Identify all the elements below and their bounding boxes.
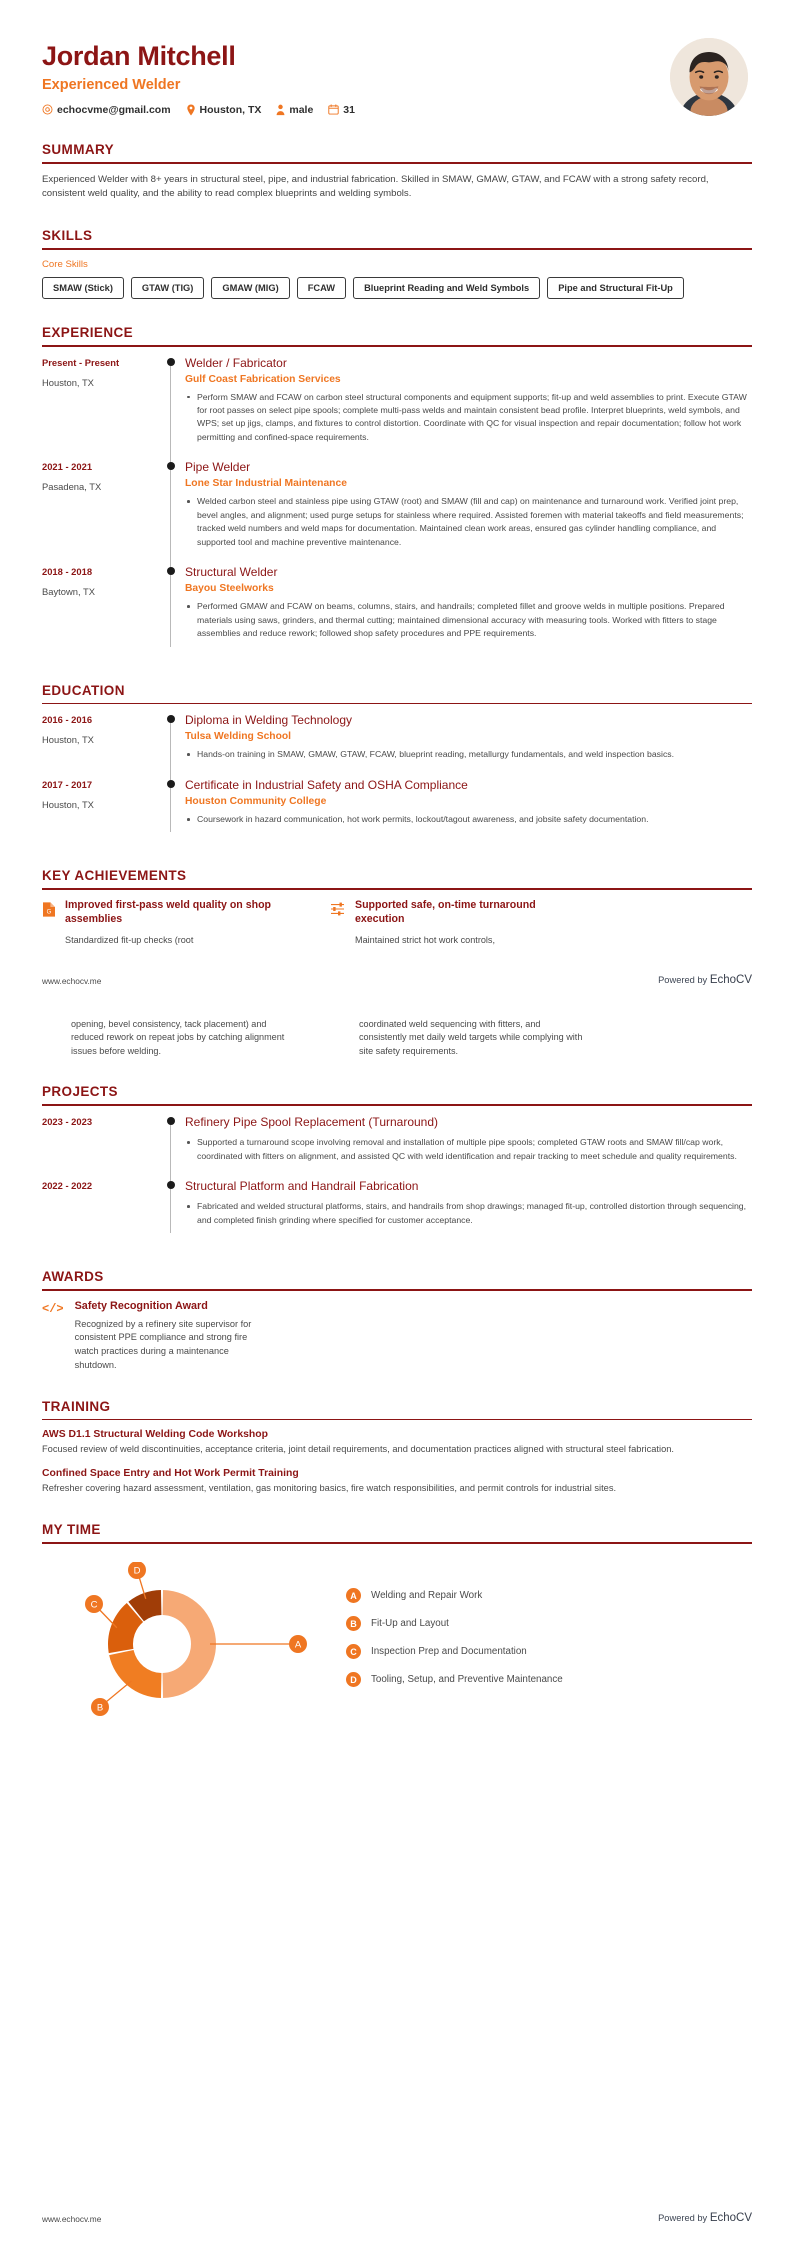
contact-location-text: Houston, TX <box>199 103 262 116</box>
entry-organization: Gulf Coast Fabrication Services <box>185 373 341 385</box>
section-heading-skills: SKILLS <box>42 228 93 244</box>
footer-powered-prefix: Powered by <box>658 2213 708 2223</box>
entry-location: Houston, TX <box>42 376 94 388</box>
entry-date: 2017 - 2017 <box>42 778 93 790</box>
timeline-rail <box>160 565 182 656</box>
skill-chip: GMAW (MIG) <box>211 277 289 299</box>
email-icon <box>42 104 53 115</box>
training-description: Refresher covering hazard assessment, ventilation, gas monitoring basics, fire watch responsibilities, and permit controls for industrial sites. <box>42 1483 617 1494</box>
section-divider <box>42 1542 752 1544</box>
entry-body <box>182 356 752 461</box>
entry-role: Structural Welder <box>185 565 278 580</box>
footer-brand: EchoCV <box>709 973 752 986</box>
entry-bullet: Hands-on training in SMAW, GMAW, GTAW, FCAW, blueprint reading, metallurgy fundamentals, and weld inspection basics. <box>185 748 752 761</box>
legend-badge-a: A <box>346 1588 361 1603</box>
timeline-dot-icon <box>167 1117 175 1125</box>
document-badge-icon <box>42 899 56 948</box>
achievement-desc-part2: coordinated weld sequencing with fitters, and consistently met daily weld targets while complying with site safety requirements. <box>359 1018 583 1056</box>
education-entry <box>42 713 752 777</box>
timeline-rail <box>160 1115 182 1179</box>
skills-group-label: Core Skills <box>42 258 88 270</box>
entry-meta <box>42 565 160 656</box>
skill-chip: GTAW (TIG) <box>131 277 204 299</box>
training-description: Focused review of weld discontinuities, acceptance criteria, joint detail requirements, and documentation practices aligned with structural steel fabrication. <box>42 1444 674 1455</box>
page-footer <box>0 2212 794 2224</box>
timeline-dot-icon <box>167 358 175 366</box>
section-divider <box>42 1419 752 1421</box>
entry-date: 2021 - 2021 <box>42 461 93 473</box>
entry-meta <box>42 356 160 461</box>
entry-role: Pipe Welder <box>185 460 251 475</box>
contact-age-text: 31 <box>343 103 355 116</box>
legend-badge-d: D <box>346 1672 361 1687</box>
section-education <box>0 683 794 843</box>
section-training <box>0 1399 794 1496</box>
achievement-title: Improved first-pass weld quality on shop assemblies <box>65 898 272 925</box>
section-skills <box>0 228 794 299</box>
code-brackets-icon: </> <box>42 1301 64 1316</box>
skill-chip: FCAW <box>297 277 346 299</box>
sliders-icon <box>330 899 346 948</box>
donut-slice-b <box>109 1650 161 1698</box>
timeline-rail <box>160 1179 182 1243</box>
entry-institution: Tulsa Welding School <box>185 731 292 743</box>
page-footer <box>0 974 794 986</box>
award-item <box>42 1300 752 1373</box>
legend-label-a: Welding and Repair Work <box>371 1590 483 1602</box>
summary-text: Experienced Welder with 8+ years in structural steel, pipe, and industrial fabrication. Skilled in SMAW, GMAW, GTAW, and FCAW with a strong safety record, consistent weld quality, and the ability to read complex blueprints and welding symbols. <box>42 173 709 200</box>
skill-chip: Blueprint Reading and Weld Symbols <box>353 277 540 299</box>
achievement-continuation <box>0 1018 794 1059</box>
entry-bullet: Supported a turnaround scope involving removal and installation of multiple pipe spools; completed GTAW roots and SMAW fill/cap work, coordinated with fitters on alignment, and assisted QC with weld identification and repair tracking to meet schedule and quality requirements. <box>185 1136 752 1163</box>
footer-powered-by <box>658 974 752 986</box>
timeline-dot-icon <box>167 715 175 723</box>
training-title: Confined Space Entry and Hot Work Permit Training <box>42 1468 299 1480</box>
entry-body <box>182 713 752 777</box>
entry-date: 2016 - 2016 <box>42 714 93 726</box>
footer-brand: EchoCV <box>709 2212 752 2224</box>
timeline-dot-icon <box>167 780 175 788</box>
experience-entry <box>42 356 752 461</box>
legend-badge-c: C <box>346 1644 361 1659</box>
donut-chart <box>72 1562 322 1727</box>
timeline-rail <box>160 778 182 842</box>
person-icon <box>276 104 285 116</box>
experience-entry <box>42 565 752 656</box>
section-divider <box>42 345 752 347</box>
achievement-desc-part2: opening, bevel consistency, tack placement) and reduced rework on repeat jobs by catching alignment issues before welding. <box>71 1018 285 1056</box>
section-awards <box>0 1269 794 1373</box>
entry-location: Houston, TX <box>42 734 94 746</box>
project-title: Refinery Pipe Spool Replacement (Turnaround) <box>185 1115 439 1130</box>
header-text-block <box>42 38 355 116</box>
contact-row <box>42 104 355 116</box>
contact-gender-text: male <box>289 103 314 116</box>
entry-bullet: Performed GMAW and FCAW on beams, columns, stairs, and handrails; completed fillet and groove welds in multiple positions. Prepared materials using saws, grinders, and thermal cutting; maintained dimensional accuracy with measuring tools. Worked with fitters to stage assemblies and reduce rework; followed shop safety procedures and PPE requirements. <box>185 600 752 640</box>
section-heading-education: EDUCATION <box>42 682 125 698</box>
footer-powered-by <box>658 2212 752 2224</box>
svg-text:G: G <box>46 909 52 916</box>
entry-date: 2023 - 2023 <box>42 1116 93 1128</box>
entry-body <box>182 460 752 565</box>
section-divider <box>42 248 752 250</box>
entry-location: Pasadena, TX <box>42 481 102 493</box>
contact-gender <box>276 104 313 116</box>
legend-label-c: Inspection Prep and Documentation <box>371 1646 527 1658</box>
entry-meta <box>42 1179 160 1243</box>
training-item <box>42 1429 752 1457</box>
section-divider <box>42 703 752 705</box>
achievement-title: Supported safe, on-time turnaround execution <box>355 898 536 925</box>
entry-location: Houston, TX <box>42 798 94 810</box>
contact-location <box>186 104 262 116</box>
entry-bullet-list <box>185 495 752 549</box>
entry-bullet-list <box>185 1136 752 1163</box>
timeline-dot-icon <box>167 567 175 575</box>
entry-date: 2022 - 2022 <box>42 1180 93 1192</box>
section-heading-experience: EXPERIENCE <box>42 324 134 340</box>
entry-bullet-list <box>185 391 752 445</box>
footer-url: www.echocv.me <box>42 2214 102 2224</box>
experience-entry <box>42 460 752 565</box>
entry-body <box>182 1115 752 1179</box>
achievement-desc-part1: Standardized fit-up checks (root <box>65 934 194 945</box>
entry-meta <box>42 1115 160 1179</box>
entry-location: Baytown, TX <box>42 586 95 598</box>
entry-date: 2018 - 2018 <box>42 566 93 578</box>
section-divider <box>42 162 752 164</box>
skills-chip-list <box>42 277 752 299</box>
section-key-achievements <box>0 868 794 947</box>
job-title: Experienced Welder <box>42 76 181 93</box>
section-heading-key-achievements: KEY ACHIEVEMENTS <box>42 868 187 884</box>
entry-meta <box>42 713 160 777</box>
project-entry <box>42 1115 752 1179</box>
project-title: Structural Platform and Handrail Fabrication <box>185 1179 419 1194</box>
timeline-rail <box>160 356 182 461</box>
donut-slice-a <box>163 1590 216 1698</box>
section-divider <box>42 888 752 890</box>
my-time-content <box>42 1562 752 1727</box>
avatar <box>670 38 748 116</box>
legend-item-a <box>346 1588 563 1603</box>
donut-callout-label-a: A <box>294 1639 302 1651</box>
achievement-text-block <box>355 899 588 948</box>
project-entry <box>42 1179 752 1243</box>
section-projects <box>0 1084 794 1243</box>
training-item <box>42 1468 752 1496</box>
legend-label-d: Tooling, Setup, and Preventive Maintenance <box>371 1674 563 1686</box>
legend-item-b <box>346 1616 563 1631</box>
contact-email-text: echocvme@gmail.com <box>57 103 171 116</box>
entry-institution: Houston Community College <box>185 795 327 807</box>
entry-bullet-list <box>185 748 752 761</box>
donut-callout-label-d: D <box>133 1565 141 1577</box>
legend-badge-b: B <box>346 1616 361 1631</box>
section-heading-training: TRAINING <box>42 1398 111 1414</box>
achievement-grid <box>42 899 752 948</box>
footer-powered-prefix: Powered by <box>658 974 708 985</box>
contact-age <box>328 104 355 116</box>
timeline-dot-icon <box>167 1181 175 1189</box>
location-pin-icon <box>186 104 196 116</box>
entry-bullet: Coursework in hazard communication, hot work permits, lockout/tagout awareness, and jobsite safety documentation. <box>185 813 752 826</box>
entry-bullet: Fabricated and welded structural platforms, stairs, and handrails from shop drawings; managed fit-up, controlled distortion through sequencing, and completed finish grinding where specified for customer acceptance. <box>185 1200 752 1227</box>
legend-label-b: Fit-Up and Layout <box>371 1618 449 1630</box>
entry-date: Present - Present <box>42 356 120 368</box>
entry-meta <box>42 778 160 842</box>
section-divider <box>42 1289 752 1291</box>
skill-chip: Pipe and Structural Fit-Up <box>547 277 684 299</box>
entry-body <box>182 778 752 842</box>
entry-body <box>182 565 752 656</box>
resume-header <box>0 0 794 116</box>
timeline-rail <box>160 713 182 777</box>
award-title: Safety Recognition Award <box>74 1299 208 1312</box>
section-heading-summary: SUMMARY <box>42 142 115 157</box>
timeline-rail <box>160 460 182 565</box>
page-title: Jordan Mitchell <box>42 41 236 71</box>
achievement-text-block <box>65 899 300 948</box>
contact-email <box>42 104 171 116</box>
award-description: Recognized by a refinery site supervisor for consistent PPE compliance and strong fire watch practices during a maintenance shutdown. <box>74 1318 252 1370</box>
achievement-item <box>330 899 588 948</box>
training-title: AWS D1.1 Structural Welding Code Workshop <box>42 1429 268 1441</box>
section-heading-projects: PROJECTS <box>42 1084 118 1100</box>
achievement-item <box>42 899 300 948</box>
donut-callout-label-b: B <box>96 1702 104 1714</box>
skill-chip: SMAW (Stick) <box>42 277 124 299</box>
timeline-dot-icon <box>167 462 175 470</box>
entry-degree: Certificate in Industrial Safety and OSHA Compliance <box>185 777 468 792</box>
section-heading-my-time: MY TIME <box>42 1522 101 1538</box>
calendar-icon <box>328 104 339 115</box>
award-text-block <box>75 1300 255 1373</box>
entry-bullet-list <box>185 600 752 640</box>
entry-bullet-list <box>185 1200 752 1227</box>
section-summary <box>0 142 794 202</box>
education-entry <box>42 778 752 842</box>
entry-degree: Diploma in Welding Technology <box>185 713 352 728</box>
donut-chart-svg <box>72 1562 322 1727</box>
footer-url: www.echocv.me <box>42 975 102 986</box>
entry-bullet-list <box>185 813 752 826</box>
section-my-time <box>0 1522 794 1727</box>
section-divider <box>42 1104 752 1106</box>
entry-bullet: Perform SMAW and FCAW on carbon steel structural components and equipment supports; fit-up and weld assemblies to print. Execute GTAW for root passes on select pipe spools; complete multi-pass welds and maintain consistent bead profile. Interpret blueprints, weld symbols, and WPS; set up jigs, clamps, and fixtures to control distortion. Coordinate with QC for visual inspection and repair documentation; follow hot work permitting and confined-space requirements. <box>185 391 752 445</box>
donut-callout-label-c: C <box>90 1599 98 1611</box>
entry-role: Welder / Fabricator <box>185 355 287 370</box>
entry-bullet: Welded carbon steel and stainless pipe using GTAW (root) and SMAW (fill and cap) on maintenance and turnaround work. Verified joint prep, bevel angles, and alignment; used purge setups for stainless where required. Assisted foremen with material takeoffs and field measurements; tracked weld numbers and weld maps for documentation. Maintained clean work areas, ensured gas cylinder handling compliance, and supported tool and machine preventive maintenance. <box>185 495 752 549</box>
achievement-desc-part1: Maintained strict hot work controls, <box>355 934 495 945</box>
donut-legend <box>346 1588 563 1700</box>
entry-meta <box>42 460 160 565</box>
entry-organization: Lone Star Industrial Maintenance <box>185 478 347 490</box>
entry-body <box>182 1179 752 1243</box>
legend-item-c <box>346 1644 563 1659</box>
entry-organization: Bayou Steelworks <box>185 583 274 595</box>
legend-item-d <box>346 1672 563 1687</box>
section-experience <box>0 325 794 657</box>
section-heading-awards: AWARDS <box>42 1269 104 1285</box>
